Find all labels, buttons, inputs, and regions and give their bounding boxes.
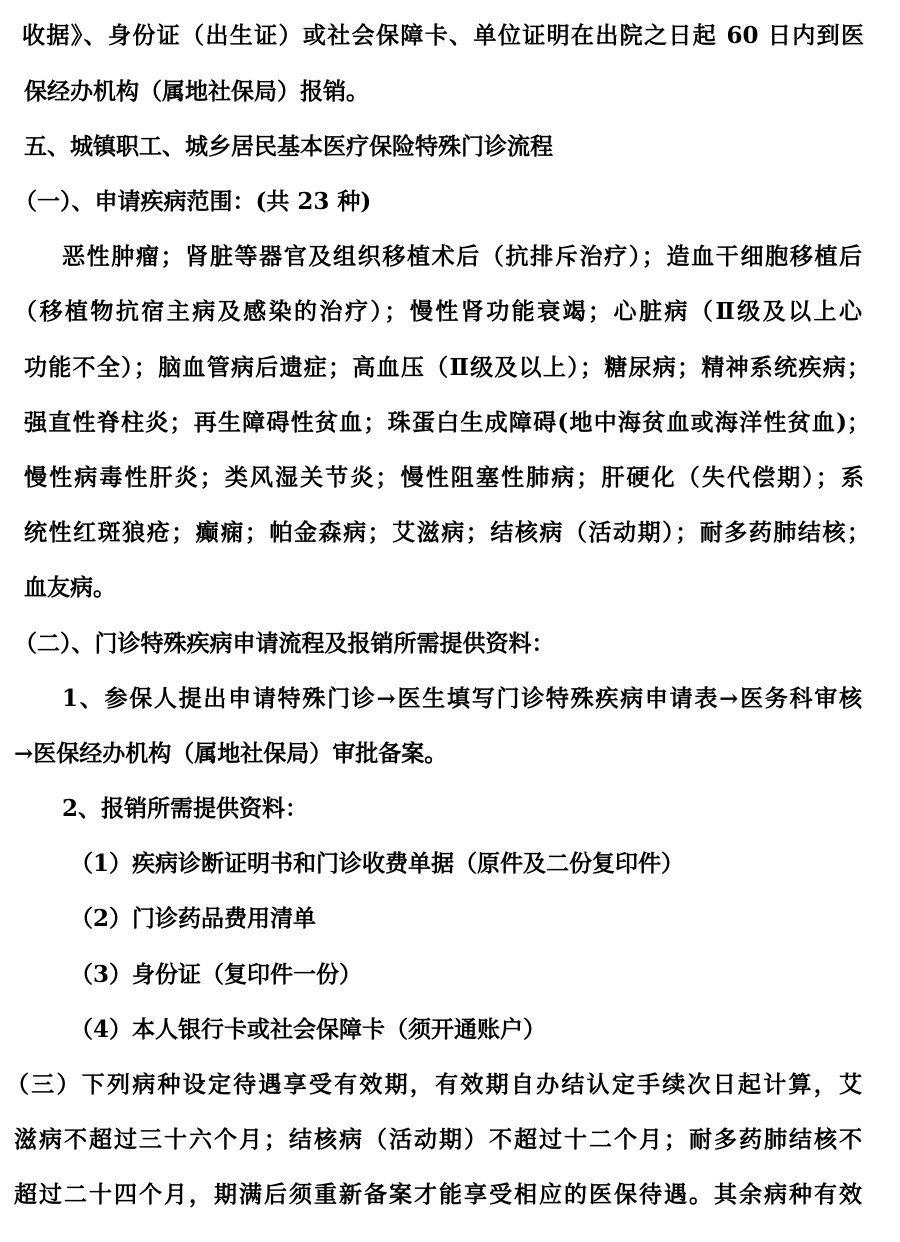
subsection-heading-one: （一）、申请疾病范围：(共 23 种) — [14, 188, 372, 215]
text-line-22: 超过二十四个月，期满后须重新备案才能享受相应的医保待遇。其余病种有效 — [14, 1181, 862, 1208]
text-line-13: 1、参保人提出申请特殊门诊→医生填写门诊特殊疾病申请表→医务科审核 — [62, 685, 862, 712]
text-line-1: 收据》、身份证（出生证）或社会保障卡、单位证明在出院之日起 60 日内到医 — [22, 22, 864, 49]
text-line-6: （移植物抗宿主病及感染的治疗）；慢性肾功能衰竭；心脏病（Ⅱ级及以上心 — [14, 298, 862, 325]
text-line-11: 血友病。 — [24, 574, 116, 601]
text-line-2: 保经办机构（属地社保局）报销。 — [24, 78, 369, 105]
text-line-8: 强直性脊柱炎；再生障碍性贫血；珠蛋白生成障碍(地中海贫血或海洋性贫血)； — [24, 409, 870, 436]
text-line-14: →医保经办机构（属地社保局）审批备案。 — [14, 740, 448, 767]
text-line-9: 慢性病毒性肝炎；类风湿关节炎；慢性阻塞性肺病；肝硬化（失代偿期）；系 — [24, 464, 864, 491]
text-line-21: 滋病不超过三十六个月；结核病（活动期）不超过十二个月；耐多药肺结核不 — [14, 1126, 862, 1153]
list-item-1: （1）疾病诊断证明书和门诊收费单据（原件及二份复印件） — [70, 850, 685, 877]
text-line-15: 2、报销所需提供资料： — [62, 795, 309, 822]
section-heading-five: 五、城镇职工、城乡居民基本医疗保险特殊门诊流程 — [24, 133, 553, 160]
text-line-5: 恶性肿瘤；肾脏等器官及组织移植术后（抗排斥治疗）；造血干细胞移植后 — [62, 243, 862, 270]
text-line-10: 统性红斑狼疮；癫痫；帕金森病；艾滋病；结核病（活动期）；耐多药肺结核； — [24, 519, 870, 546]
text-line-20: （三）下列病种设定待遇享受有效期，有效期自办结认定手续次日起计算，艾 — [6, 1071, 862, 1098]
list-item-3: （3）身份证（复印件一份） — [70, 961, 363, 988]
subsection-heading-two: （二）、门诊特殊疾病申请流程及报销所需提供资料： — [14, 630, 555, 657]
list-item-2: （2）门诊药品费用清单 — [70, 905, 317, 932]
text-line-7: 功能不全）；脑血管病后遗症；高血压（Ⅱ级及以上）；糖尿病；精神系统疾病； — [24, 354, 870, 381]
list-item-4: （4）本人银行卡或社会保障卡（须开通账户） — [70, 1016, 547, 1043]
